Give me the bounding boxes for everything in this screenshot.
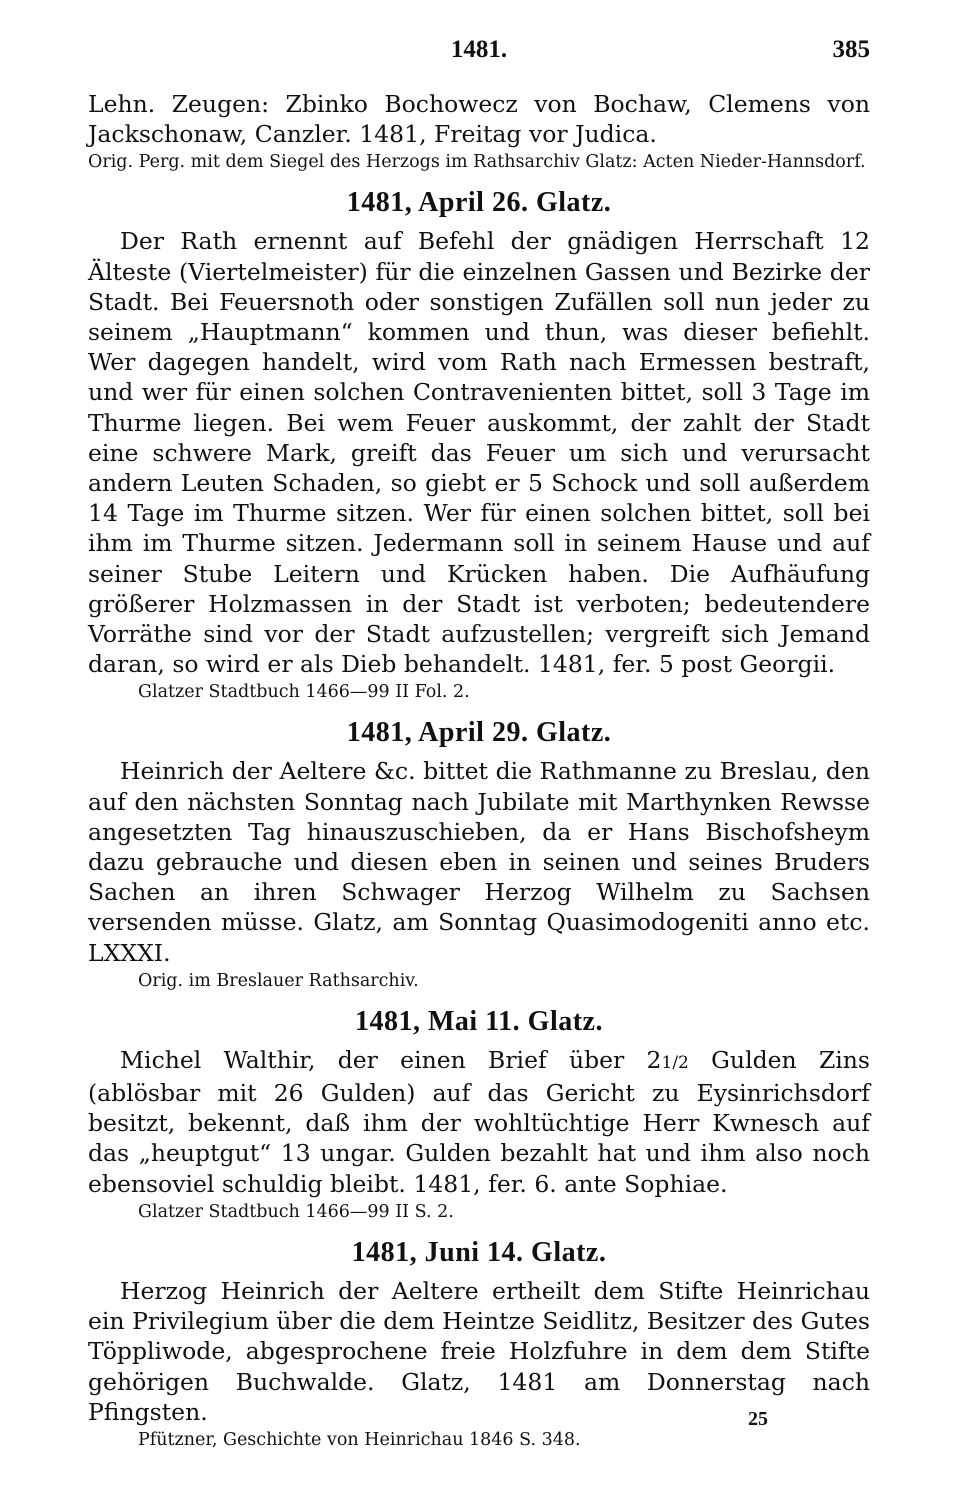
signature-mark: 25 [748,1408,768,1430]
running-head [88,36,870,70]
entry-heading: 1481, April 29. Glatz. [346,717,612,749]
continuation-source: Orig. Perg. mit dem Siegel des Herzogs im Rathsarchiv Glatz: Acten Nieder-Hannsdorf. [88,152,866,173]
entry-source: Glatzer Stadtbuch 1466—99 II S. 2. [138,1201,454,1222]
entry-text [88,1045,870,1199]
entry-text: Heinrich der Aeltere &c. bittet die Rathmanne zu Breslau, den auf den nächsten Sonntag nach Jubilate mit Marthynken Rewsse angesetzten Tag hinauszuschieben, da er Hans Bischofsheym dazu gebrauche und diesen eben in seinen und seines Bruders Sachen an ihren Schwager Herzog Wilhelm zu Sachsen versenden müsse. Glatz, am Sonntag Quasimodogeniti anno etc. LXXXI. [88,757,870,967]
entry-text: Der Rath ernennt auf Befehl der gnädigen Herrschaft 12 Älteste (Viertelmeister) für die einzelnen Gassen und Bezirke der Stadt. Bei Feuersnoth oder sonstigen Zufällen soll nun jeder zu seinem „Hauptmann“ kommen und thun, was dieser befiehlt. Wer dagegen handelt, wird vom Rath nach Ermessen bestraft, und wer für einen solchen Contravenienten bittet, soll 3 Tage im Thurme liegen. Bei wem Feuer auskommt, der zahlt der Stadt eine schwere Mark, greift das Feuer um sich und verursacht andern Leuten Schaden, so giebt er 5 Schock und soll außerdem 14 Tage im Thurme sitzen. Wer für einen solchen bittet, soll bei ihm im Thurme sitzen. Jedermann soll in seinem Hause und auf seiner Stube Leitern und Krücken haben. Die Aufhäufung größerer Holzmassen in der Stadt ist verboten; bedeutendere Vorräthe sind vor der Stadt aufzustellen; vergreift sich Jemand daran, so wird er als Dieb behandelt. 1481, fer. 5 post Georgii. [88,227,870,679]
running-year: 1481. [450,36,508,63]
entry-source: Orig. im Breslauer Rathsarchiv. [138,970,419,991]
entry-heading: 1481, Mai 11. Glatz. [355,1005,603,1037]
entry-text-after-fraction: Gulden Zins (ablösbar mit 26 Gulden) auf das Gericht zu Eysinrichsdorf besitzt, bekennt, daß ihm der wohltüchtige Herr Kwnesch auf das „heuptgut“ 13 ungar. Gulden bezahlt hat und ihm also noch ebensoviel schuldig bleibt. 1481, fer. 6. ante Sophiae. [88,1045,870,1198]
entry-source: Glatzer Stadtbuch 1466—99 II Fol. 2. [138,682,470,703]
entry-source: Pfützner, Geschichte von Heinrichau 1846 S. 348. [138,1429,581,1450]
entry-text-before-fraction: Michel Walthir, der einen Brief über 2 [120,1045,662,1074]
fraction: 1/2 [661,1052,689,1073]
entry-heading: 1481, Juni 14. Glatz. [351,1236,607,1268]
entry-heading: 1481, April 26. Glatz. [346,187,612,219]
body-text [88,89,870,1454]
page-number: 385 [832,36,870,63]
entry-text: Herzog Heinrich der Aeltere ertheilt dem Stifte Heinrichau ein Privilegium über die dem Heintze Seidlitz, Besitzer des Gutes Töppliwode, abgesprochene freie Holzfuhre in dem dem Stifte gehörigen Buchwalde. Glatz, 1481 am Donnerstag nach Pfingsten. [88,1276,870,1426]
continuation-text: Lehn. Zeugen: Zbinko Bochowecz von Bochaw, Clemens von Jackschonaw, Canzler. 1481, Freitag vor Judica. [88,90,870,149]
